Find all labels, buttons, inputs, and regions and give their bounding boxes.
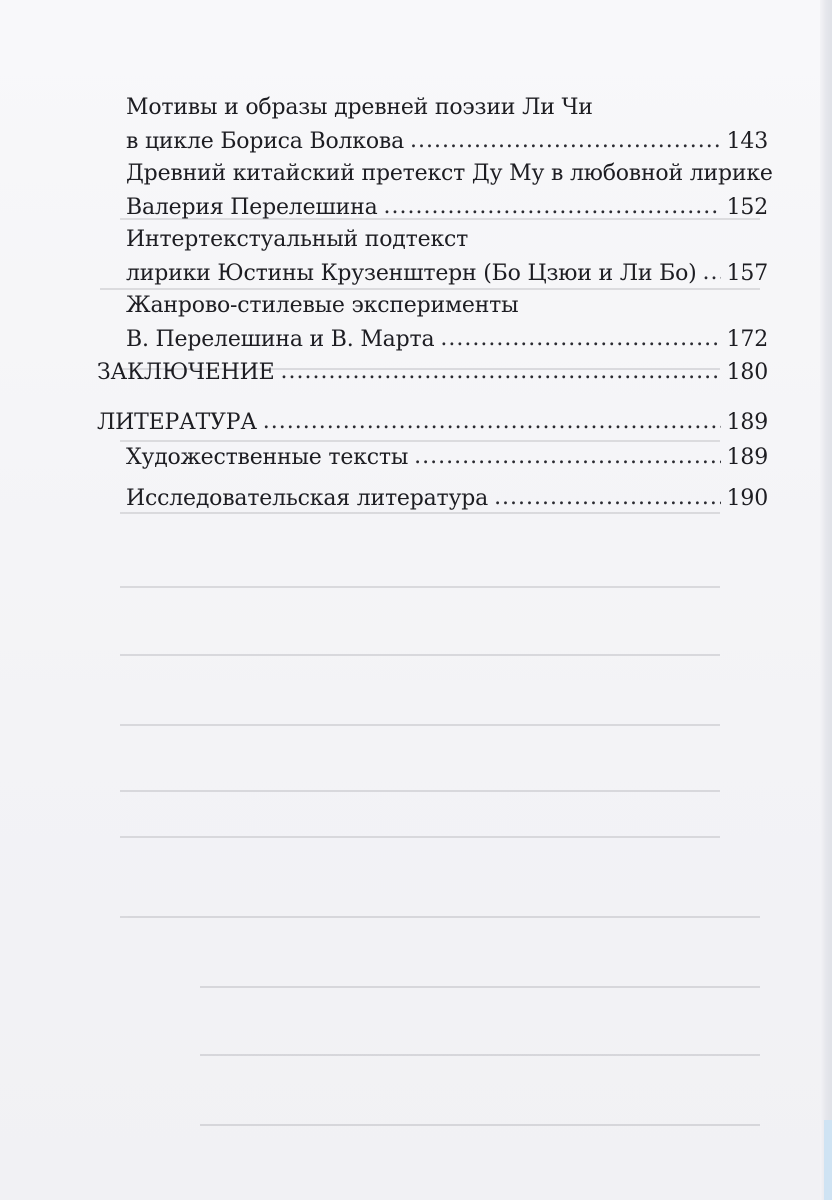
toc-entry[interactable] — [126, 157, 773, 225]
toc-entry-title: Интертекстуальный подтекст — [126, 227, 469, 252]
dot-leader — [414, 440, 720, 474]
dot-leader — [440, 322, 720, 356]
toc-entry-title: Художественные тексты — [126, 445, 409, 470]
toc-entry-line — [126, 441, 768, 475]
toc-entry-line — [97, 356, 768, 390]
toc-entry[interactable] — [126, 91, 768, 159]
toc-entry-line — [126, 157, 773, 191]
dot-leader — [494, 481, 721, 515]
toc-entry-title: Древний китайский претекст Ду Му в любовной лирике — [126, 161, 773, 186]
toc-entry-line — [126, 125, 768, 159]
dot-leader — [384, 190, 721, 224]
toc-entry[interactable] — [126, 441, 768, 475]
dot-leader — [281, 355, 721, 389]
toc-entry-title: ЛИТЕРАТУРА — [97, 410, 257, 435]
toc-page-number: 190 — [726, 486, 768, 511]
toc-page-number: 180 — [726, 360, 768, 385]
toc-page-number: 157 — [726, 261, 768, 286]
page-edge-accent — [824, 1120, 832, 1200]
toc-entry-line — [126, 223, 768, 257]
toc-entry[interactable] — [126, 482, 768, 516]
toc-entry-title: Исследовательская литература — [126, 486, 489, 511]
toc-entry-title: Жанрово-стилевые эксперименты — [126, 293, 519, 318]
toc-entry-line — [126, 257, 768, 291]
toc-entry-title: Валерия Перелешина — [126, 195, 378, 220]
toc-entry-title: Мотивы и образы древней поэзии Ли Чи — [126, 95, 593, 120]
toc-page-number: 152 — [726, 195, 768, 220]
toc-entry[interactable] — [126, 289, 768, 357]
toc-entry-title: в цикле Бориса Волкова — [126, 129, 405, 154]
toc-entry-line — [126, 323, 768, 357]
dot-leader — [263, 405, 721, 439]
toc-page-number: 172 — [726, 327, 768, 352]
toc-entry[interactable] — [126, 223, 768, 291]
page-edge-shadow — [820, 0, 832, 1200]
toc-entry-title: лирики Юстины Крузенштерн (Бо Цзюи и Ли Бо) — [126, 261, 697, 286]
toc-entry-line — [126, 91, 768, 125]
toc-entry-line — [126, 289, 768, 323]
toc-entry-line — [126, 191, 768, 225]
dot-leader — [703, 256, 721, 290]
toc-entry-line — [126, 482, 768, 516]
toc-entry-line — [97, 406, 768, 440]
dot-leader — [410, 124, 721, 158]
toc-page-number: 189 — [726, 410, 768, 435]
toc-page-number: 189 — [726, 445, 768, 470]
toc-entry-title: В. Перелешина и В. Марта — [126, 327, 435, 352]
toc-entry[interactable] — [97, 406, 768, 440]
toc-page-number: 143 — [726, 129, 768, 154]
toc-entry-title: ЗАКЛЮЧЕНИЕ — [97, 360, 275, 385]
toc-entry[interactable] — [97, 356, 768, 390]
